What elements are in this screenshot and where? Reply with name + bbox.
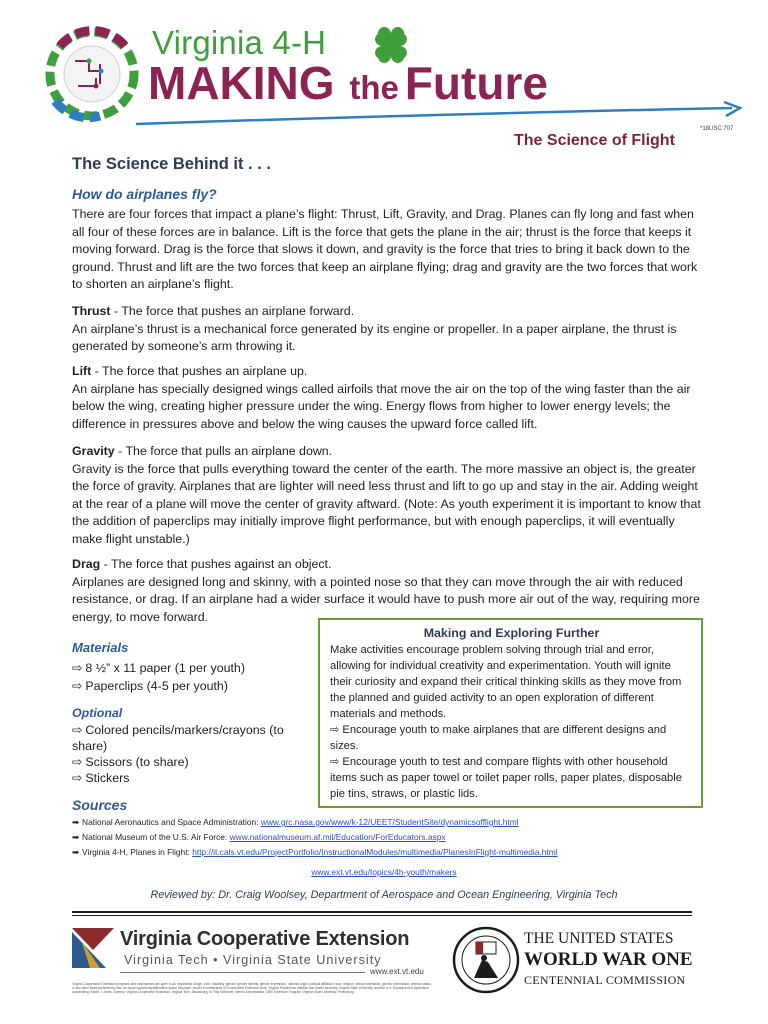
ww1-centennial-seal <box>452 926 520 994</box>
usc-notice: *18USC 707 <box>700 126 734 132</box>
force-term: Drag <box>72 557 101 571</box>
force-body: Airplanes are designed long and skinny, with a pointed nose so that they can move through the air with reduced resistance, or drag. If an airplane had a wider surface it would have to push more air out of the way, requiring more energy, to move forward. <box>72 574 700 624</box>
vce-rule <box>120 972 365 973</box>
arrow-icon: ➡ <box>72 817 80 827</box>
vce-subtitle: Virginia Tech • Virginia State University <box>124 953 382 967</box>
force-gravity <box>72 443 706 548</box>
arrow-icon: ➡ <box>72 846 80 857</box>
arrow-icon: ⇨ <box>72 679 83 693</box>
force-thrust <box>72 303 706 356</box>
arrow-icon: ⇨ <box>330 756 340 768</box>
force-body: Gravity is the force that pulls everything toward the center of the earth. The more massive an object is, the greater the force of gravity. Airplanes that are lighter will need less thrust and lift to go up and stay in the air. Adding weight at the rear of a plane will move the center of gravity aftward. (Note: As youth experiment it is important to know that the addition of paperclips may initially improve flight performance, but with enough paperclips, it will eventually make flight unstable.) <box>72 461 701 546</box>
further-intro: Make activities encourage problem solving through trial and error, allowing for individual creativity and experimentation. Youth will ignite their curiosity and expand their critical thinking skills as they move from the planned and guided activity to an open exploration of different materials and methods. <box>330 644 682 720</box>
document-subtitle: The Science of Flight <box>514 132 675 149</box>
further-body <box>330 642 693 802</box>
arrow-icon: ⇨ <box>72 755 83 769</box>
arrow-icon: ➡ <box>72 831 80 842</box>
vce-title: Virginia Cooperative Extension <box>120 928 410 950</box>
vce-logo-mark <box>72 928 114 968</box>
materials-list <box>72 659 245 695</box>
reviewed-by: Reviewed by: Dr. Craig Woolsey, Department of Aerospace and Ocean Engineering, Virginia Tech <box>150 889 618 901</box>
force-definition: - The force that pulls an airplane down. <box>114 444 333 458</box>
sources-heading: Sources <box>72 797 128 813</box>
ww1-line-3: CENTENNIAL COMMISSION <box>524 973 686 987</box>
materials-heading: Materials <box>72 640 129 655</box>
further-item: Encourage youth to make airplanes that are different designs and sizes. <box>330 724 667 752</box>
source-link[interactable]: http://it.cals.vt.edu/ProjectPortfolio/InstructionalModules/multimedia/PlanesInFlight-multimedia.html <box>192 846 558 857</box>
further-title: Making and Exploring Further <box>423 626 600 640</box>
extension-makers-link[interactable]: www.ext.vt.edu/topics/4h-youth/makers <box>311 867 457 877</box>
arrow-icon: ⇨ <box>72 771 83 785</box>
footer-divider-thin <box>72 915 692 916</box>
force-term: Thrust <box>72 304 111 318</box>
brand-org: Virginia 4-H <box>152 24 327 61</box>
force-term: Lift <box>72 364 92 378</box>
force-term: Gravity <box>72 444 115 458</box>
list-item: ⇨ Stickers <box>72 771 130 785</box>
list-item: ⇨ Colored pencils/markers/crayons (to share) <box>72 723 284 753</box>
sources-list <box>72 815 558 859</box>
force-definition: - The force that pushes an airplane forward. <box>110 304 355 318</box>
brand-title: MAKING the Future <box>148 57 548 109</box>
source-item: ➡ Virginia 4-H, Planes in Flight: http://it.cals.vt.edu/ProjectPortfolio/InstructionalModules/multimedia/PlanesInFlight-multimedia.html <box>72 846 558 857</box>
section-subheading: How do airplanes fly? <box>72 186 217 202</box>
further-callout-box <box>318 618 703 808</box>
arrow-icon: ⇨ <box>330 724 340 736</box>
list-item: ⇨ Scissors (to share) <box>72 755 189 769</box>
force-body: An airplane’s thrust is a mechanical force generated by its engine or propeller. In a paper airplane, the thrust is generated by someone’s arm throwing it. <box>72 321 677 353</box>
force-definition: - The force that pushes against an object. <box>100 557 332 571</box>
vce-website: www.ext.vt.edu <box>370 967 424 976</box>
source-item: ➡ National Museum of the U.S. Air Force: www.nationalmuseum.af.mil/Education/ForEducators.aspx <box>72 831 446 842</box>
force-definition: - The force that pushes an airplane up. <box>91 364 308 378</box>
source-link[interactable]: www.grc.nasa.gov/www/k-12/UEET/StudentSite/dynamicsofflight.html <box>260 817 519 827</box>
optional-heading: Optional <box>72 706 123 720</box>
4h-gear-logo <box>30 16 150 134</box>
optional-list <box>72 722 290 786</box>
ww1-line-1: THE UNITED STATES <box>524 930 674 947</box>
force-body: An airplane has specially designed wings called airfoils that move the air on the top of the wing faster than the air below the wing, creating higher pressure under the wing. Energy flows from higher to lower energy levels; the difference in pressures above and below the wing causes the upward force called lift. <box>72 381 691 431</box>
arrow-icon: ⇨ <box>72 723 83 737</box>
force-drag <box>72 556 706 626</box>
list-item: ⇨ 8 ½” x 11 paper (1 per youth) <box>72 661 245 675</box>
further-item: Encourage youth to test and compare flights with other household items such as paper towel or toilet paper rolls, paper plates, disposable pie tins, straws, or plastic lids. <box>330 756 682 800</box>
legal-fineprint: Virginia Cooperative Extension programs and employment are open to all, regardless of age, color, disability, gender, gender identity, gender expression, national origin, political affiliation, race, religion, sexual orientation, genetic information, veteran status, or any other basis protected by law. An equal opportunity/affirmative action employer. Issued in furtherance of Cooperative Extension work, Virginia Polytechnic Institute and State University, Virginia State University, and the U.S. Department of Agriculture cooperating. Edwin J. Jones, Director, Virginia Cooperative Extension, Virginia Tech, Blacksburg; M. Ray McKinnie, Interim Administrator, 1890 Extension Program, Virginia State University, Petersburg. <box>72 982 432 995</box>
source-link[interactable]: www.nationalmuseum.af.mil/Education/ForEducators.aspx <box>229 831 446 842</box>
list-item: ⇨ Paperclips (4-5 per youth) <box>72 679 228 693</box>
intro-paragraph: There are four forces that impact a plane’s flight: Thrust, Lift, Gravity, and Drag. Planes can fly long and fast when all four of these forces are in balance. Lift is the force that gets the plane in the air; thrust is the force that keeps it moving forward. Drag is the force that slows it down, and gravity is the force that tries to bring it back down to the ground. Thrust and lift are the two forces that keep an airplane flying; drag and gravity are the two forces that work to shorten an airplane’s flight. <box>72 207 698 291</box>
source-item: ➡ National Aeronautics and Space Administration: www.grc.nasa.gov/www/k-12/UEET/StudentSite/dynamicsofflight.html <box>72 817 519 827</box>
arrow-icon: ⇨ <box>72 661 83 675</box>
force-lift <box>72 363 706 433</box>
section-heading: The Science Behind it . . . <box>72 155 271 173</box>
ww1-line-2: WORLD WAR ONE <box>524 949 693 970</box>
footer-divider <box>72 911 692 913</box>
brand-swoosh-arrow <box>136 100 746 130</box>
